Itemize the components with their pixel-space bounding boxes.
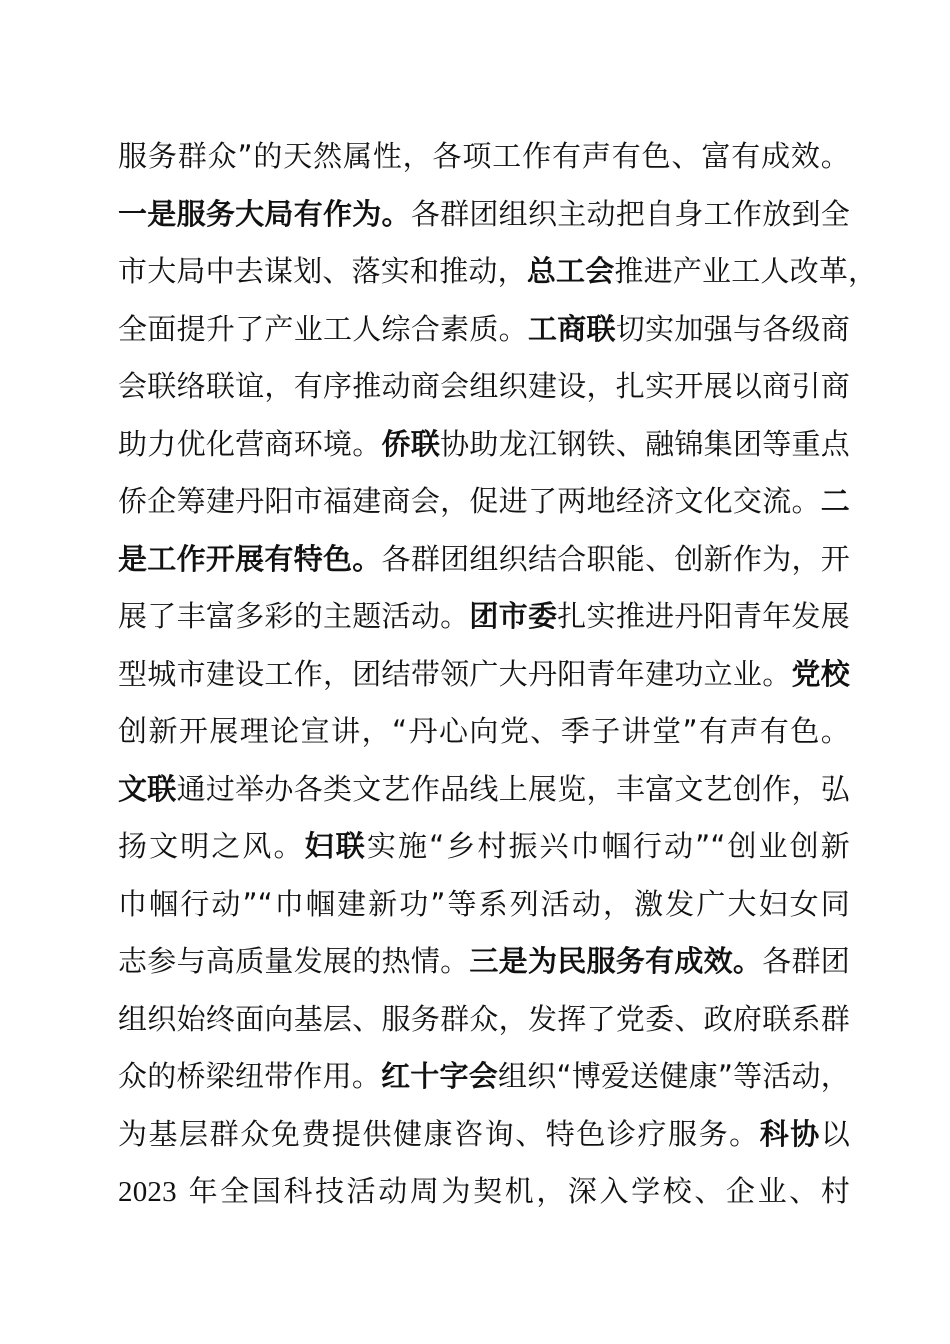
text-line [118,186,850,244]
body-paragraph [118,128,878,1221]
text-run: 实施“乡村振兴巾帼行动”“创业创新 [366,829,850,863]
bold-text-run: 三是为民服务有成效。 [469,944,763,978]
text-line [118,243,878,301]
bold-text-run: 工商联 [527,311,616,346]
bold-text-run: 团市委 [469,599,558,633]
text-line [118,588,850,646]
bold-text-run: 党校 [791,656,850,691]
text-line [118,818,850,876]
text-run: 2023 [118,1176,177,1208]
text-run: 切实加强与各级商 [615,311,850,346]
text-run: 创新开展理论宣讲，“丹心向党、季子讲堂”有声有色。 [118,714,850,748]
text-line [118,358,850,416]
text-line [118,991,850,1049]
bold-text-run: 妇联 [304,829,367,863]
text-run: 各群团组织主动把自身工作放到全 [410,196,850,231]
text-run: 巾帼行动”“巾帼建新功”等系列活动，激发广大妇女同 [118,886,850,921]
text-line [118,761,850,819]
text-line [118,416,850,474]
text-line [118,703,850,761]
text-run: 众的桥梁纽带作用。 [118,1059,382,1093]
text-run: 助力优化营商环境。 [118,426,382,461]
bold-text-run: 一是服务大局有作为。 [118,196,411,231]
text-line [118,531,850,589]
text-run: 市大局中去谋划、落实和推动， [118,254,527,288]
text-line [118,876,850,934]
text-run: 扬文明之风。 [118,829,305,863]
text-run: 组织“博爱送健康”等活动， [497,1059,850,1093]
text-line [118,473,850,531]
text-run: 展了丰富多彩的主题活动。 [118,599,470,633]
text-run: 为基层群众免费提供健康咨询、特色诊疗服务。 [118,1116,760,1151]
bold-text-run: 侨联 [381,426,441,461]
text-run: 会联络联谊，有序推动商会组织建设，扎实开展以商引商 [118,369,850,403]
text-run: 扎实推进丹阳青年发展 [557,599,850,633]
bold-text-run: 科协 [759,1116,821,1151]
bold-text-run: 红十字会 [381,1059,498,1093]
text-run: 各群团 [762,944,850,978]
bold-text-run: 文联 [118,771,177,806]
text-line [118,646,850,704]
text-run: 志参与高质量发展的热情。 [118,944,470,978]
text-run: 组织始终面向基层、服务群众，发挥了党委、政府联系群 [118,1001,850,1036]
text-line [118,1048,850,1106]
text-line [118,933,850,991]
text-line [118,1163,850,1221]
text-run: 各群团组织结合职能、创新作为，开 [381,541,850,576]
text-run: 协助龙江钢铁、融锦集团等重点 [440,426,850,461]
text-line [118,128,850,186]
text-run: 年全国科技活动周为契机，深入学校、企业、村 [176,1174,850,1208]
bold-text-run: 总工会 [526,254,615,288]
text-run: 型城市建设工作，团结带领广大丹阳青年建功立业。 [118,656,792,691]
text-run: 通过举办各类文艺作品线上展览，丰富文艺创作，弘 [176,771,850,806]
text-run: 以 [820,1116,851,1151]
bold-text-run: 是工作开展有特色。 [118,541,382,576]
text-line [118,1106,850,1164]
bold-text-run: 二 [820,484,850,518]
text-line [118,301,850,359]
text-run: 全面提升了产业工人综合素质。 [118,311,528,346]
text-run: 服务群众”的天然属性，各项工作有声有色、富有成效。 [118,139,850,173]
text-run: 侨企筹建丹阳市福建商会，促进了两地经济文化交流。 [118,484,821,518]
text-run: 推进产业工人改革， [614,254,878,288]
